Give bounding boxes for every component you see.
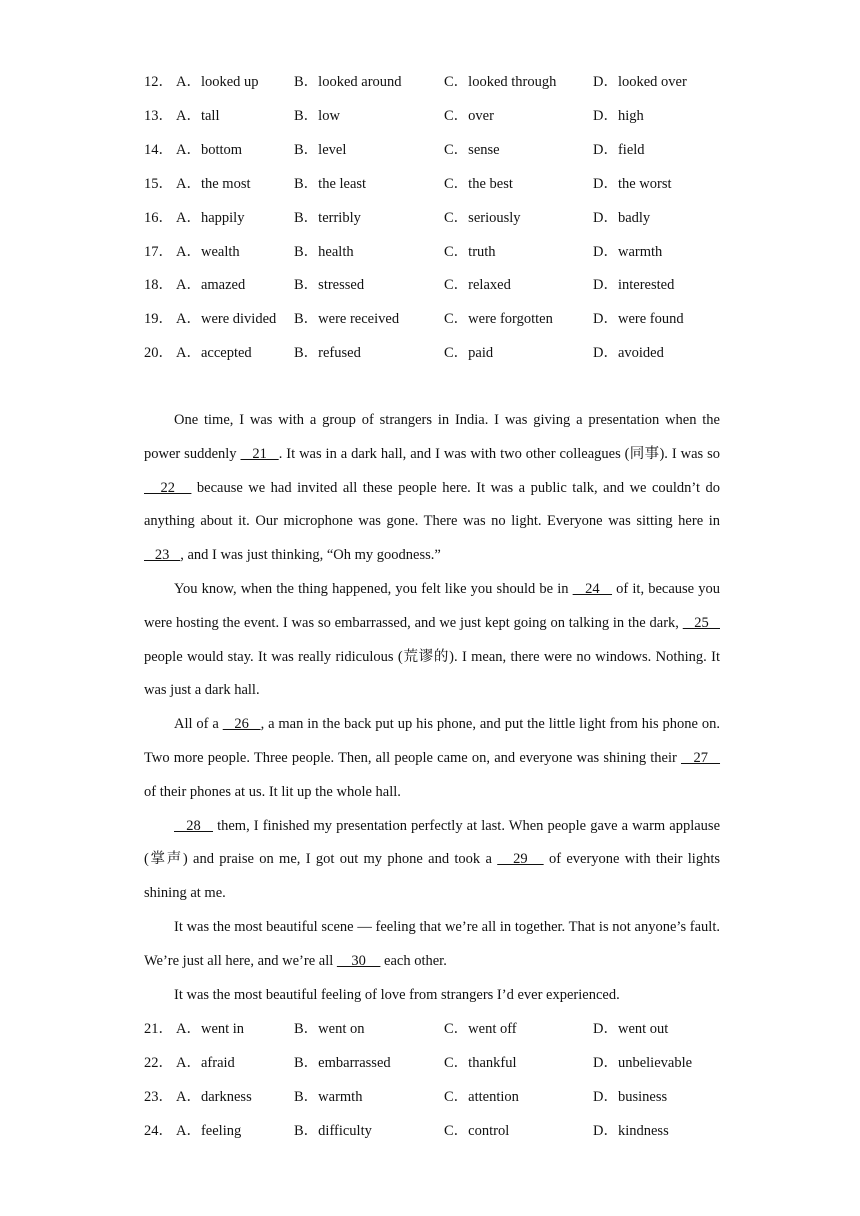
question-number: 22．	[144, 1054, 173, 1071]
text: All of a	[174, 716, 223, 733]
paragraph-1	[144, 404, 720, 573]
option-b: B．terribly	[294, 209, 361, 226]
option-b: B．looked around	[294, 74, 402, 90]
question-number: 16．	[144, 209, 173, 226]
option-c: C．relaxed	[444, 277, 511, 294]
option-d: D．badly	[593, 209, 651, 226]
option-d: D．warmth	[593, 243, 663, 260]
question-number: 20．	[144, 345, 173, 362]
text: You know, when the thing happened, you felt like you should be in	[174, 580, 573, 597]
question-number: 12．	[144, 74, 173, 90]
option-c: C．attention	[444, 1088, 519, 1105]
option-d: D．interested	[593, 277, 675, 294]
question-row	[144, 201, 784, 235]
text: because we had invited all these people here. It was a public talk, and we couldn’t do anything about it. Our microphone was gone. There was no light. Everyone was sitting here in	[144, 479, 720, 530]
option-c: C．went off	[444, 1021, 517, 1037]
blank-26: 26	[222, 716, 261, 733]
blank-27: 27	[681, 749, 721, 766]
text: of their phones at us. It lit up the whole hall.	[144, 783, 401, 800]
question-row	[144, 235, 784, 269]
blank-30: 30	[336, 952, 381, 969]
question-number: 14．	[144, 141, 173, 158]
option-a: A．went in	[176, 1021, 245, 1037]
question-row	[144, 167, 784, 201]
question-number: 17．	[144, 243, 173, 260]
option-b: B．stressed	[294, 277, 365, 294]
option-b: B．health	[294, 243, 354, 260]
question-row	[144, 65, 784, 99]
blank-21: 21	[240, 445, 279, 462]
option-c: C．looked through	[444, 74, 557, 90]
paragraph-5	[144, 911, 720, 979]
option-c: C．were forgotten	[444, 311, 553, 328]
blank-25: 25	[682, 614, 720, 631]
passage	[144, 404, 720, 1012]
option-d: D．avoided	[593, 345, 664, 362]
text: of everyone with their lights shining at me.	[144, 851, 721, 902]
option-b: B．the least	[294, 175, 367, 192]
option-c: C．control	[444, 1122, 510, 1139]
paragraph-3	[144, 708, 720, 809]
question-row	[144, 1046, 784, 1080]
question-row	[144, 268, 784, 302]
option-b: B．low	[294, 107, 340, 124]
paragraph-2	[144, 573, 720, 708]
option-d: D．the worst	[593, 175, 672, 192]
option-d: D．field	[593, 141, 645, 158]
option-a: A．wealth	[176, 243, 240, 260]
option-c: C．the best	[444, 175, 513, 192]
option-c: C．truth	[444, 243, 496, 260]
text: It was the most beautiful feeling of love from strangers I’d ever experienced.	[174, 986, 620, 1003]
question-row	[144, 336, 784, 370]
option-a: A．darkness	[176, 1088, 252, 1105]
question-number: 19．	[144, 311, 173, 328]
paragraph-6	[144, 979, 720, 1013]
option-d: D．kindness	[593, 1122, 669, 1139]
option-c: C．over	[444, 107, 494, 124]
option-a: A．accepted	[176, 345, 252, 362]
option-c: C．seriously	[444, 209, 521, 226]
option-a: A．feeling	[176, 1122, 242, 1139]
option-c: C．thankful	[444, 1054, 517, 1071]
option-b: B．were received	[294, 311, 400, 328]
text: . It was in a dark hall, and I was with two other colleagues (同事). I was so	[278, 445, 721, 462]
option-b: B．level	[294, 141, 347, 158]
option-b: B．refused	[294, 345, 361, 362]
question-number: 21．	[144, 1021, 173, 1037]
question-row	[144, 133, 784, 167]
question-number: 24．	[144, 1122, 173, 1139]
text: of it, because you were hosting the event. I was so embarrassed, and we just kept going on talking in the dark,	[144, 580, 720, 631]
text: them, I finished my presentation perfectly at last. When people gave a warm applause (掌声) and praise on me, I got out my phone and took a	[144, 817, 720, 868]
option-c: C．sense	[444, 141, 500, 158]
option-a: A．happily	[176, 209, 245, 226]
option-d: D．were found	[593, 311, 684, 328]
question-row	[144, 1114, 784, 1148]
text: , a man in the back put up his phone, and put the little light from his phone on. Two more people. Three people. Then, all people came on, and everyone was shining their	[144, 716, 720, 766]
text: , and I was just thinking, “Oh my goodness.”	[180, 547, 441, 564]
question-row	[144, 1080, 784, 1114]
blank-22: 22	[144, 479, 192, 496]
option-a: A．looked up	[176, 74, 259, 90]
option-b: B．embarrassed	[294, 1054, 391, 1071]
option-a: A．bottom	[176, 141, 243, 158]
option-a: A．were divided	[176, 311, 277, 328]
question-number: 18．	[144, 277, 173, 294]
text: each other.	[380, 952, 447, 969]
option-a: A．the most	[176, 175, 251, 192]
option-a: A．tall	[176, 107, 220, 124]
text: people would stay. It was really ridiculous (荒谬的). I mean, there were no windows. Nothing. It was just a dark hall.	[144, 648, 720, 699]
text: It was the most beautiful scene — feeling that we’re all in together. That is not anyone’s fault. We’re just all here, and we’re all	[144, 918, 720, 969]
option-d: D．unbelievable	[593, 1054, 693, 1071]
option-b: B．went on	[294, 1021, 365, 1037]
question-row	[144, 1012, 784, 1046]
text: One time, I was with a group of strangers in India. I was giving a presentation when the power suddenly	[144, 412, 720, 462]
blank-29: 29	[497, 851, 544, 868]
option-a: A．amazed	[176, 277, 246, 294]
blank-28: 28	[174, 817, 213, 834]
question-row	[144, 99, 784, 133]
option-d: D．went out	[593, 1021, 669, 1037]
blank-23: 23	[144, 547, 181, 564]
option-d: D．high	[593, 107, 644, 124]
question-number: 13．	[144, 107, 173, 124]
option-c: C．paid	[444, 345, 494, 362]
blank-24: 24	[572, 580, 613, 597]
question-number: 15．	[144, 175, 173, 192]
option-d: D．business	[593, 1088, 668, 1105]
option-b: B．warmth	[294, 1088, 363, 1105]
question-row	[144, 302, 784, 336]
option-b: B．difficulty	[294, 1122, 372, 1139]
option-d: D．looked over	[593, 74, 687, 90]
paragraph-4	[144, 810, 720, 911]
question-number: 23．	[144, 1088, 173, 1105]
option-a: A．afraid	[176, 1054, 235, 1071]
